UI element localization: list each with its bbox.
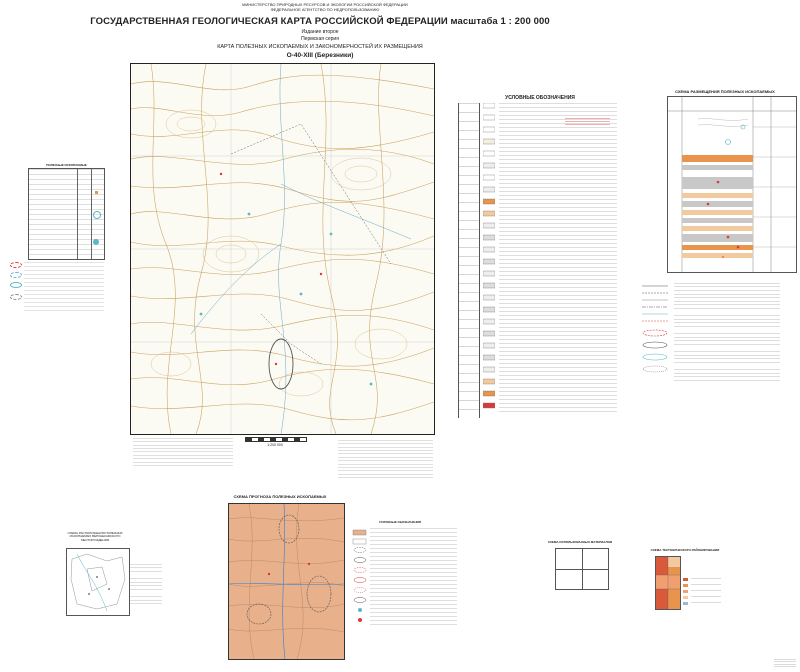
forecast-map-graphic bbox=[229, 504, 344, 659]
inset-left-graphic bbox=[67, 549, 129, 615]
forecast-legend bbox=[352, 528, 457, 628]
placement-scheme-title: СХЕМА РАЗМЕЩЕНИЯ ПОЛЕЗНЫХ ИСКОПАЕМЫХ bbox=[675, 89, 775, 94]
inset-left-map[interactable] bbox=[66, 548, 130, 616]
tectonic-scheme-map[interactable] bbox=[655, 556, 681, 610]
map-credits bbox=[133, 438, 233, 468]
main-map[interactable] bbox=[130, 63, 435, 435]
symbol-legend-lines bbox=[640, 283, 670, 393]
left-legend-symbols bbox=[10, 262, 105, 322]
conventions-swatches bbox=[483, 103, 495, 413]
scale-bar bbox=[245, 437, 307, 442]
used-materials-title: СХЕМА ИСПОЛЬЗОВАННЫХ МАТЕРИАЛОВ bbox=[547, 540, 613, 544]
inset-left-legend bbox=[130, 564, 162, 606]
edition-label: Издание второе bbox=[301, 29, 339, 35]
map-credits-right bbox=[338, 440, 433, 478]
left-legend bbox=[28, 163, 105, 260]
conventions-title: УСЛОВНЫЕ ОБОЗНАЧЕНИЯ bbox=[505, 95, 575, 101]
placement-scheme-graphic bbox=[668, 97, 796, 272]
topographic-contours bbox=[131, 64, 434, 434]
ministry-header: МИНИСТЕРСТВО ПРИРОДНЫХ РЕСУРСОВ И ЭКОЛОГИИ РОССИЙСКОЙ ФЕДЕРАЦИИ ФЕДЕРАЛЬНОЕ АГЕНТСТВО ПО НЕДРОПОЛЬЗОВАНИЮ bbox=[242, 2, 408, 12]
sheet-nomenclature: O-40-XIII (Березники) bbox=[286, 52, 354, 59]
forecast-map[interactable] bbox=[228, 503, 345, 660]
tectonic-scheme-graphic bbox=[656, 557, 680, 609]
forecast-legend-title: УСЛОВНЫЕ ОБОЗНАЧЕНИЯ bbox=[379, 520, 421, 524]
tectonic-legend bbox=[683, 578, 723, 608]
conventions-swatch-column bbox=[483, 103, 495, 413]
page-title: ГОСУДАРСТВЕННАЯ ГЕОЛОГИЧЕСКАЯ КАРТА РОССИЙСКОЙ ФЕДЕРАЦИИ масштаба 1 : 200 000 bbox=[90, 16, 550, 27]
scale-label: 1:200 000 bbox=[267, 443, 283, 447]
print-stamp bbox=[774, 659, 796, 669]
tectonic-scheme-title: СХЕМА ТЕКТОНИЧЕСКОГО РАЙОНИРОВАНИЯ bbox=[650, 548, 720, 552]
stratigraphic-column bbox=[458, 103, 480, 418]
forecast-legend-swatches bbox=[352, 528, 368, 628]
placement-scheme-table bbox=[667, 96, 797, 273]
conventions-text bbox=[499, 103, 617, 413]
left-legend-title: ПОЛЕЗНЫЕ ИСКОПАЕМЫЕ bbox=[46, 163, 87, 167]
conventions-red-notes bbox=[565, 118, 610, 126]
used-materials-grid bbox=[555, 548, 609, 590]
series-label: Пермская серия bbox=[301, 36, 339, 42]
inset-left-title: СХЕМА РАСПОЛОЖЕНИЯ ПОЛЕЗНЫХ ИСКОПАЕМЫХ ВЕРХНЕКАМСКОГО МЕСТОРОЖДЕНИЯ bbox=[67, 531, 123, 542]
forecast-scheme-title: СХЕМА ПРОГНОЗА ПОЛЕЗНЫХ ИСКОПАЕМЫХ bbox=[233, 494, 327, 499]
map-type-label: КАРТА ПОЛЕЗНЫХ ИСКОПАЕМЫХ И ЗАКОНОМЕРНОСТЕЙ ИХ РАЗМЕЩЕНИЯ bbox=[217, 44, 423, 50]
symbol-legend bbox=[640, 283, 780, 393]
